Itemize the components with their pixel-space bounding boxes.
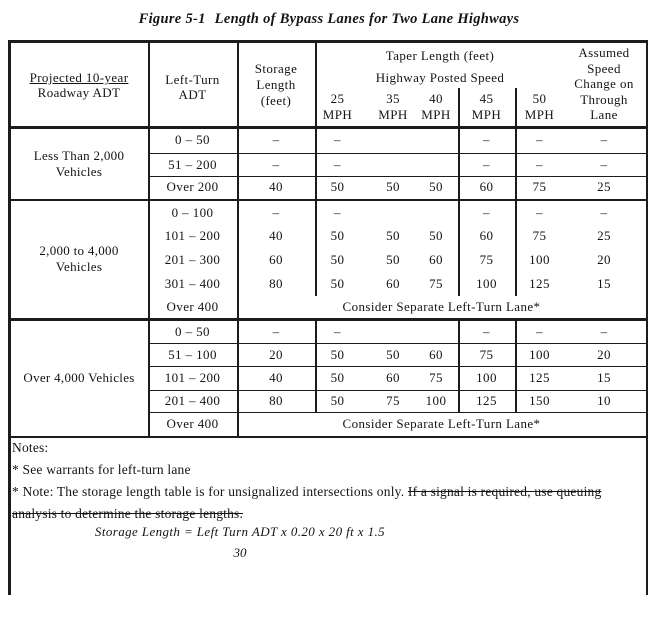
cell-taper-50: 125 bbox=[529, 369, 550, 385]
cell-assumed: 15 bbox=[597, 276, 611, 291]
cell-assumed: 20 bbox=[597, 252, 611, 267]
cell-taper-50: 75 bbox=[532, 179, 547, 194]
cell-taper-50: 150 bbox=[529, 393, 550, 408]
cell-taper-40: 50 bbox=[429, 228, 443, 243]
cell-taper-25: – bbox=[334, 132, 341, 147]
note-warrants: * See warrants for left-turn lane bbox=[12, 462, 191, 477]
header-storage-line3: (feet) bbox=[260, 93, 292, 108]
cell-taper-40: 75 bbox=[429, 369, 443, 385]
group-label-line: Vehicles bbox=[55, 259, 103, 274]
note-storage-struck-2: analysis to determine the storage lengths. bbox=[12, 506, 244, 521]
table-row bbox=[0, 153, 658, 176]
group-label-line: Less Than 2,000 bbox=[33, 148, 125, 163]
cell-taper-25: 50 bbox=[330, 228, 345, 243]
assumed-line: Assumed bbox=[578, 45, 630, 60]
header-taper-title: Taper Length (feet) bbox=[385, 48, 495, 63]
cell-taper-45: – bbox=[483, 156, 490, 172]
cell-taper-40: 75 bbox=[429, 276, 443, 291]
speed-unit: MPH bbox=[471, 107, 502, 122]
header-taper-subtitle: Highway Posted Speed bbox=[375, 70, 505, 85]
cell-taper-50: 100 bbox=[529, 252, 550, 267]
note-storage-length bbox=[12, 484, 646, 500]
header-assumed-speed-change bbox=[562, 45, 646, 123]
cell-taper-45: 125 bbox=[476, 393, 497, 408]
cell-taper-45: 75 bbox=[479, 252, 494, 267]
cell-taper-40: 100 bbox=[425, 393, 447, 408]
speed-value: 25 bbox=[330, 91, 345, 106]
cell-adt-range: 51 – 100 bbox=[168, 346, 217, 362]
cell-storage: 80 bbox=[269, 276, 283, 291]
cell-taper-50: – bbox=[536, 132, 543, 147]
cell-adt-range: 0 – 50 bbox=[175, 132, 210, 147]
speed-value: 45 bbox=[479, 91, 494, 106]
cell-taper-50: – bbox=[536, 324, 543, 339]
cell-storage: – bbox=[272, 204, 280, 220]
header-projected-line1: Projected 10-year bbox=[29, 70, 129, 85]
cell-assumed: – bbox=[600, 132, 608, 147]
table-row bbox=[0, 366, 658, 389]
cell-storage: 40 bbox=[269, 228, 283, 243]
cell-assumed: 15 bbox=[597, 369, 611, 385]
group-label-line: 2,000 to 4,000 bbox=[39, 243, 119, 258]
cell-consider-left-turn: Consider Separate Left-Turn Lane* bbox=[342, 415, 541, 431]
cell-taper-25: 50 bbox=[330, 393, 345, 408]
header-projected-adt bbox=[10, 70, 148, 100]
cell-storage: 20 bbox=[269, 346, 283, 362]
cell-storage: 80 bbox=[269, 393, 283, 408]
cell-assumed: – bbox=[600, 324, 608, 339]
cell-taper-25: 50 bbox=[330, 369, 345, 385]
assumed-line: Speed bbox=[587, 60, 621, 76]
cell-taper-35: 50 bbox=[386, 228, 400, 243]
table-top-border bbox=[8, 40, 648, 43]
cell-storage: – bbox=[272, 132, 280, 147]
cell-assumed: – bbox=[600, 204, 608, 220]
cell-taper-25: 50 bbox=[330, 346, 345, 362]
table-row bbox=[0, 128, 658, 152]
cell-assumed: – bbox=[600, 156, 608, 172]
cell-taper-45: 100 bbox=[476, 276, 497, 291]
cell-adt-range: 301 – 400 bbox=[164, 276, 221, 291]
notes-heading: Notes: bbox=[12, 440, 49, 455]
cell-taper-45: 100 bbox=[476, 369, 497, 385]
speed-unit: MPH bbox=[524, 107, 555, 122]
table-row-consider bbox=[0, 412, 658, 435]
cell-taper-50: – bbox=[536, 156, 543, 172]
cell-taper-45: 60 bbox=[479, 228, 494, 243]
cell-taper-45: 75 bbox=[479, 346, 494, 362]
speed-value: 50 bbox=[532, 91, 547, 106]
group-label-line: Over 4,000 Vehicles bbox=[23, 370, 135, 385]
cell-taper-50: 125 bbox=[529, 276, 550, 291]
cell-taper-40: 60 bbox=[429, 252, 443, 267]
cell-taper-40: 60 bbox=[429, 346, 443, 362]
table-row bbox=[0, 272, 658, 296]
cell-taper-25: 50 bbox=[330, 252, 345, 267]
speed-value: 40 bbox=[429, 91, 443, 106]
cell-taper-35: 60 bbox=[386, 369, 400, 385]
header-speed-25mph bbox=[315, 91, 360, 123]
table-bottom-border bbox=[8, 436, 648, 439]
cell-taper-25: – bbox=[334, 324, 341, 339]
cell-assumed: 20 bbox=[597, 346, 611, 362]
cell-taper-50: 100 bbox=[529, 346, 550, 362]
cell-taper-40: 50 bbox=[429, 179, 443, 194]
cell-storage: 40 bbox=[269, 369, 283, 385]
figure-title-text: Length of Bypass Lanes for Two Lane Highways bbox=[214, 11, 520, 27]
header-speed-40mph bbox=[414, 91, 458, 123]
table-row bbox=[0, 390, 658, 412]
formula-denominator: 30 bbox=[233, 545, 247, 560]
group-label-line: Vehicles bbox=[55, 164, 103, 179]
cell-adt-range: 201 – 400 bbox=[164, 393, 221, 408]
table-row bbox=[0, 201, 658, 224]
assumed-line: Through bbox=[580, 91, 628, 107]
cell-taper-35: 50 bbox=[386, 346, 400, 362]
cell-taper-45: – bbox=[483, 132, 490, 147]
table-row bbox=[0, 224, 658, 248]
header-speed-45mph bbox=[458, 91, 515, 123]
cell-assumed: 10 bbox=[597, 393, 611, 408]
assumed-line: Change on bbox=[574, 76, 634, 91]
speed-unit: MPH bbox=[421, 107, 451, 122]
storage-length-formula: Storage Length = Left Turn ADT x 0.20 x 20 ft x 1.5 bbox=[94, 524, 386, 539]
header-speed-35mph bbox=[368, 91, 418, 123]
cell-adt-range: 101 – 200 bbox=[164, 228, 221, 243]
assumed-line: Lane bbox=[590, 107, 618, 122]
cell-assumed: 25 bbox=[597, 179, 611, 194]
cell-assumed: 25 bbox=[597, 228, 611, 243]
header-storage-line2: Length bbox=[256, 77, 296, 92]
table-row bbox=[0, 343, 658, 366]
cell-taper-35: 50 bbox=[386, 179, 400, 194]
figure-number: Figure 5-1 bbox=[138, 11, 206, 27]
cell-consider-left-turn: Consider Separate Left-Turn Lane* bbox=[342, 299, 541, 314]
header-left-turn-line1: Left-Turn bbox=[165, 72, 220, 87]
cell-adt-range: 0 – 50 bbox=[175, 324, 210, 339]
cell-storage: – bbox=[272, 156, 280, 172]
cell-taper-45: – bbox=[483, 324, 490, 339]
table-row-consider bbox=[0, 296, 658, 318]
cell-taper-25: – bbox=[334, 156, 341, 172]
cell-storage: 40 bbox=[269, 179, 283, 194]
table-row bbox=[0, 321, 658, 343]
cell-taper-25: – bbox=[334, 204, 341, 220]
header-storage-line1: Storage bbox=[254, 61, 298, 76]
table-row bbox=[0, 248, 658, 272]
cell-taper-35: 75 bbox=[386, 393, 400, 408]
cell-adt-range: 0 – 100 bbox=[171, 204, 214, 220]
cell-taper-25: 50 bbox=[330, 179, 345, 194]
header-left-turn-adt bbox=[148, 72, 237, 102]
cell-adt-range: 101 – 200 bbox=[164, 369, 221, 385]
cell-adt-range: Over 400 bbox=[166, 299, 219, 314]
header-speed-50mph bbox=[515, 91, 564, 123]
cell-taper-50: 75 bbox=[532, 228, 547, 243]
cell-adt-range: Over 400 bbox=[166, 415, 219, 431]
cell-storage: – bbox=[272, 324, 280, 339]
header-left-turn-line2: ADT bbox=[178, 87, 207, 102]
cell-taper-50: – bbox=[536, 204, 543, 220]
cell-taper-45: 60 bbox=[479, 179, 494, 194]
speed-unit: MPH bbox=[322, 107, 353, 122]
table-row bbox=[0, 176, 658, 198]
header-storage-length bbox=[237, 61, 315, 109]
cell-taper-25: 50 bbox=[330, 276, 345, 291]
figure-title bbox=[0, 11, 658, 28]
cell-taper-35: 60 bbox=[386, 276, 400, 291]
speed-unit: MPH bbox=[378, 107, 408, 122]
cell-storage: 60 bbox=[269, 252, 283, 267]
cell-adt-range: Over 200 bbox=[166, 179, 219, 194]
speed-value: 35 bbox=[386, 91, 400, 106]
note-storage-normal: * Note: The storage length table is for unsignalized intersections only. bbox=[12, 484, 408, 499]
cell-taper-45: – bbox=[483, 204, 490, 220]
note-storage-struck-1: If a signal is required, use queuing bbox=[407, 484, 602, 499]
cell-adt-range: 201 – 300 bbox=[164, 252, 221, 267]
cell-taper-35: 50 bbox=[386, 252, 400, 267]
header-projected-line2: Roadway ADT bbox=[37, 85, 121, 100]
cell-adt-range: 51 – 200 bbox=[168, 156, 217, 172]
